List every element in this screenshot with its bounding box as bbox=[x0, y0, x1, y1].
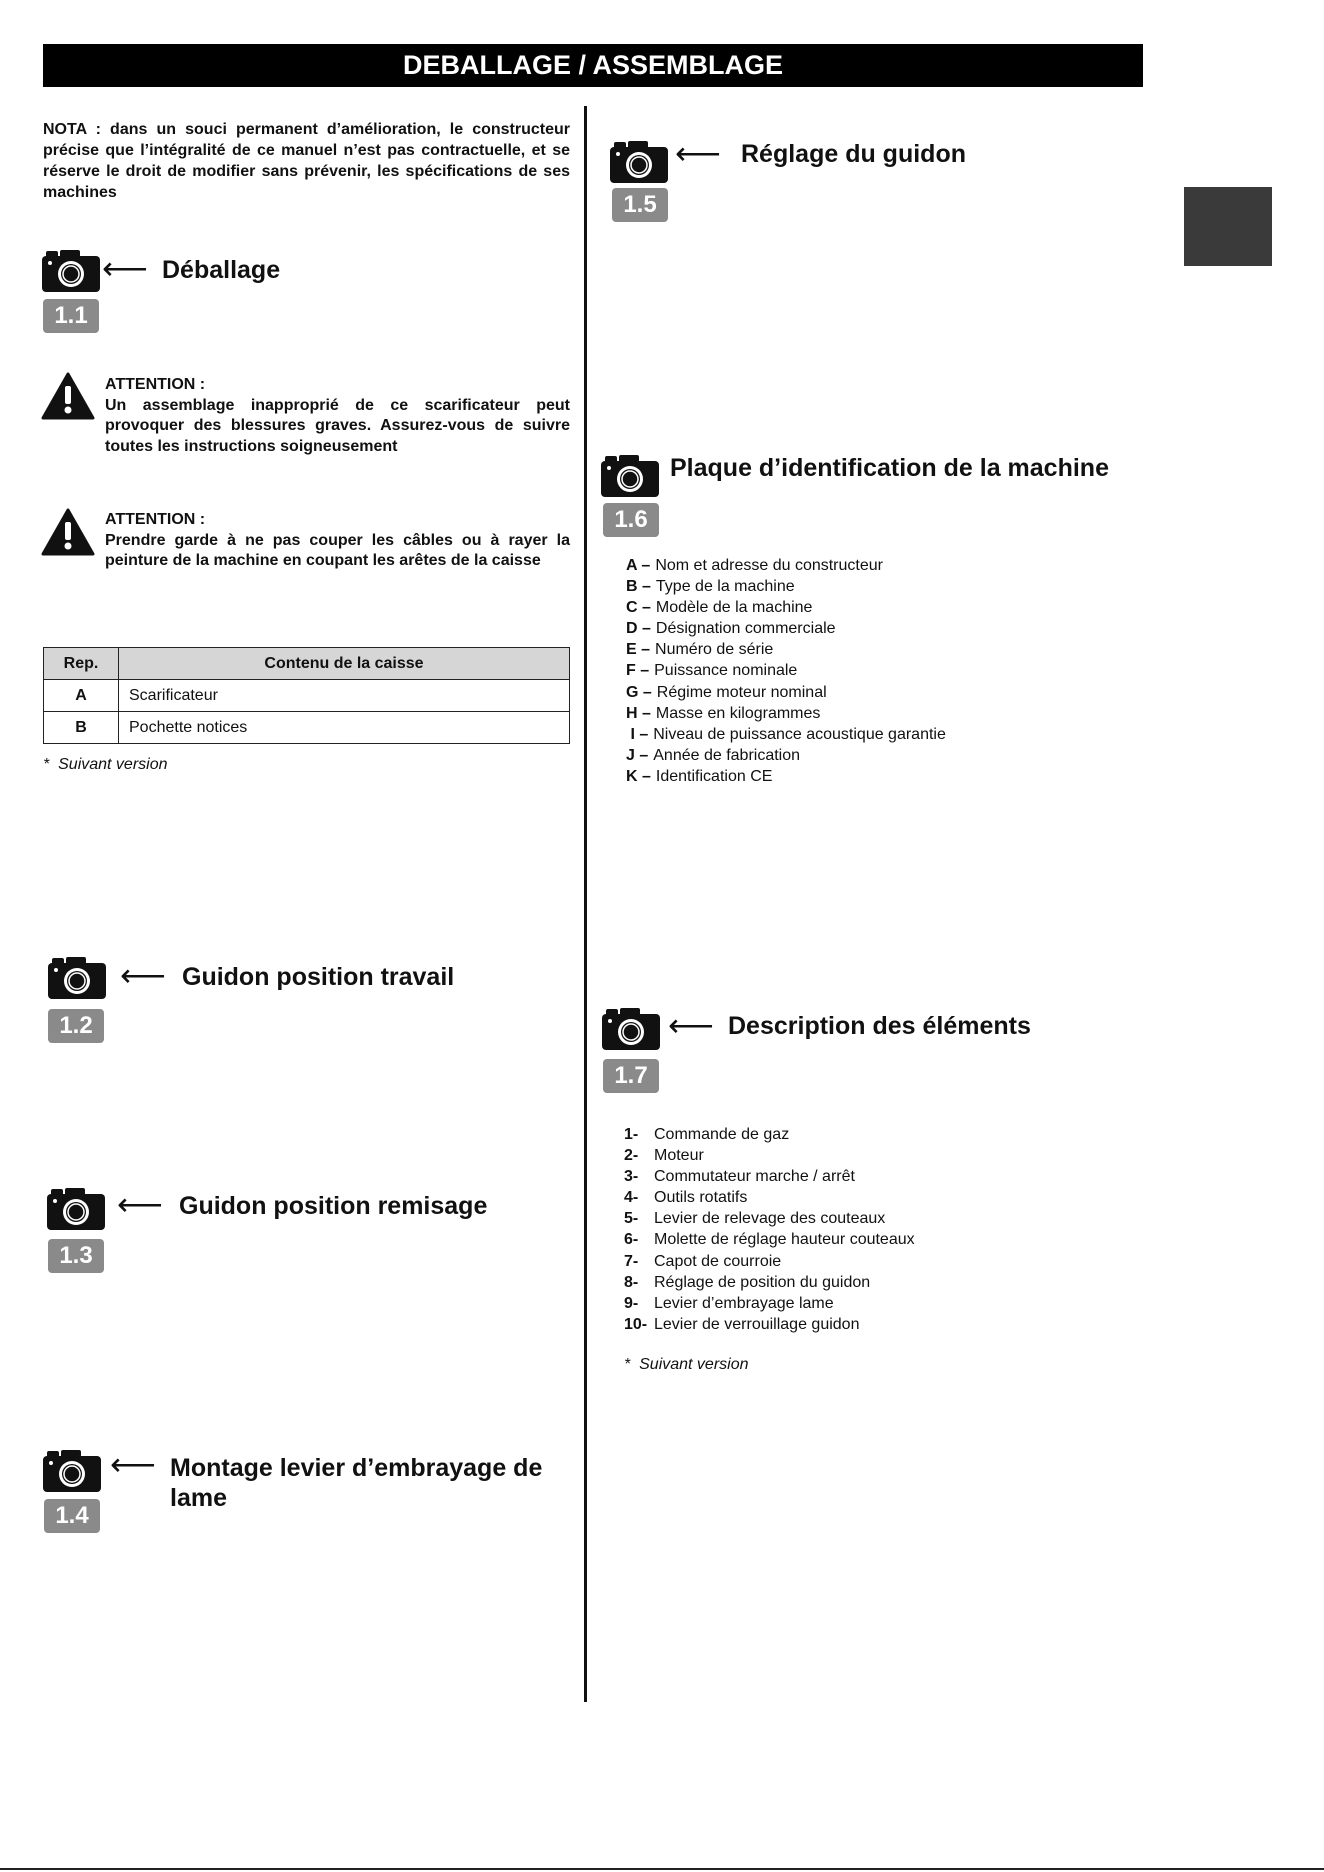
list-key: 1- bbox=[624, 1126, 639, 1143]
list-key: 2- bbox=[624, 1147, 639, 1165]
list-key: G – bbox=[626, 683, 652, 701]
list-key: 4- bbox=[624, 1189, 639, 1207]
section-title-description-elements: Description des éléments bbox=[728, 1012, 1031, 1040]
table-cell-label: Scarificateur bbox=[119, 680, 570, 712]
table-cell-label: Pochette notices bbox=[119, 712, 570, 744]
warning-block-2 bbox=[105, 510, 570, 572]
list-key: A – bbox=[626, 557, 651, 574]
footnote: * Suivant version bbox=[43, 756, 168, 773]
nota-paragraph: NOTA : dans un souci permanent d’amélioration, le constructeur précise que l’intégralité de ce manuel n’est pas contractuelle, et se réserve le droit de modifier sans prévenir, les spécifications de ses machines bbox=[43, 121, 570, 201]
warning-text: Prendre garde à ne pas couper les câbles ou à rayer la peinture de la machine en coupant les arêtes de la caisse bbox=[105, 531, 570, 569]
figure-badge-1-3: 1.3 bbox=[48, 1239, 104, 1273]
list-item bbox=[624, 1251, 915, 1272]
list-key: 7- bbox=[624, 1252, 639, 1270]
arrow-left-icon: ⟵ bbox=[668, 1007, 714, 1043]
list-item bbox=[624, 1229, 915, 1250]
list-value: Régime moteur nominal bbox=[656, 683, 827, 701]
column-divider bbox=[584, 106, 587, 1702]
list-value: Année de fabrication bbox=[653, 746, 801, 764]
list-key: 3- bbox=[624, 1168, 639, 1186]
arrow-left-icon: ⟵ bbox=[117, 1186, 163, 1222]
figure-badge-1-4: 1.4 bbox=[44, 1499, 100, 1533]
camera-icon bbox=[48, 957, 106, 999]
list-value: Identification CE bbox=[655, 767, 773, 785]
list-item bbox=[624, 1145, 915, 1166]
list-value: Réglage de position du guidon bbox=[654, 1273, 871, 1291]
figure-badge-1-1: 1.1 bbox=[43, 299, 99, 333]
section-title-guidon-travail: Guidon position travail bbox=[182, 963, 455, 991]
section-title-deballage: Déballage bbox=[162, 256, 281, 284]
list-item bbox=[624, 1124, 915, 1145]
list-value: Levier de verrouillage guidon bbox=[654, 1315, 860, 1333]
footnote: * Suivant version bbox=[624, 1356, 749, 1373]
list-value: Numéro de série bbox=[655, 641, 774, 659]
list-item bbox=[626, 555, 946, 576]
arrow-left-icon: ⟵ bbox=[102, 250, 148, 286]
list-key: F – bbox=[626, 662, 650, 680]
figure-badge-1-7: 1.7 bbox=[603, 1059, 659, 1093]
list-key: I – bbox=[626, 725, 649, 743]
camera-icon bbox=[42, 250, 100, 292]
list-item bbox=[626, 618, 946, 639]
list-item bbox=[624, 1293, 915, 1314]
section-title-reglage-guidon: Réglage du guidon bbox=[741, 140, 966, 168]
crate-contents-table bbox=[43, 647, 570, 744]
warning-text: Un assemblage inapproprié de ce scarificateur peut provoquer des blessures graves. Assurez-vous de suivre toutes les instructions soigneusement bbox=[105, 396, 570, 455]
list-value: Masse en kilogrammes bbox=[655, 704, 821, 722]
list-key: 6- bbox=[624, 1231, 639, 1249]
section-title-line: Montage levier d’embrayage de bbox=[170, 1454, 543, 1482]
list-key: J – bbox=[626, 746, 649, 764]
list-key: 5- bbox=[624, 1210, 639, 1228]
warning-heading: ATTENTION : bbox=[105, 511, 206, 528]
list-item bbox=[626, 682, 946, 703]
list-item bbox=[626, 639, 946, 660]
bottom-rule bbox=[0, 1868, 1324, 1870]
section-title-plaque-identification: Plaque d’identification de la machine bbox=[670, 454, 1109, 482]
list-item bbox=[626, 766, 946, 787]
list-value: Outils rotatifs bbox=[654, 1189, 748, 1207]
list-item bbox=[624, 1314, 915, 1335]
figure-badge-1-2: 1.2 bbox=[48, 1009, 104, 1043]
arrow-left-icon: ⟵ bbox=[675, 135, 721, 171]
column-header: Contenu de la caisse bbox=[119, 648, 570, 680]
arrow-left-icon: ⟵ bbox=[120, 957, 166, 993]
list-value: Levier de relevage des couteaux bbox=[654, 1210, 886, 1228]
list-value: Puissance nominale bbox=[654, 662, 798, 680]
list-key: D – bbox=[626, 620, 651, 638]
identification-plate-list bbox=[626, 555, 946, 787]
warning-heading: ATTENTION : bbox=[105, 376, 206, 393]
list-item bbox=[626, 660, 946, 681]
list-item bbox=[624, 1272, 915, 1293]
elements-list bbox=[624, 1124, 915, 1335]
table-header-row bbox=[44, 648, 570, 680]
camera-icon bbox=[47, 1188, 105, 1230]
table-row bbox=[44, 680, 570, 712]
list-value: Moteur bbox=[654, 1147, 704, 1165]
camera-icon bbox=[602, 1008, 660, 1050]
list-value: Désignation commerciale bbox=[655, 620, 836, 638]
page-title: DEBALLAGE / ASSEMBLAGE bbox=[43, 44, 1143, 87]
table-cell-rep: B bbox=[44, 712, 119, 744]
camera-icon bbox=[43, 1450, 101, 1492]
list-item bbox=[626, 597, 946, 618]
warning-icon bbox=[41, 372, 95, 420]
list-value: Nom et adresse du constructeur bbox=[655, 557, 883, 574]
list-item bbox=[626, 745, 946, 766]
list-item bbox=[626, 703, 946, 724]
chapter-tab bbox=[1184, 187, 1272, 266]
list-item bbox=[624, 1208, 915, 1229]
list-key: B – bbox=[626, 578, 651, 596]
figure-badge-1-6: 1.6 bbox=[603, 503, 659, 537]
list-value: Type de la machine bbox=[655, 578, 795, 596]
camera-icon bbox=[610, 141, 668, 183]
list-item bbox=[624, 1166, 915, 1187]
list-key: H – bbox=[626, 704, 651, 722]
section-title-montage-levier bbox=[170, 1453, 542, 1513]
list-item bbox=[626, 576, 946, 597]
list-key: E – bbox=[626, 641, 651, 659]
list-value: Levier d’embrayage lame bbox=[654, 1294, 834, 1312]
list-value: Niveau de puissance acoustique garantie bbox=[653, 725, 946, 743]
table-row bbox=[44, 712, 570, 744]
list-key: 9- bbox=[624, 1294, 639, 1312]
section-title-line: lame bbox=[170, 1484, 227, 1512]
list-key: C – bbox=[626, 599, 651, 617]
list-value: Capot de courroie bbox=[654, 1252, 782, 1270]
section-title-guidon-remisage: Guidon position remisage bbox=[179, 1192, 488, 1220]
camera-icon bbox=[601, 455, 659, 497]
column-header: Rep. bbox=[44, 648, 119, 680]
table-cell-rep: A bbox=[44, 680, 119, 712]
list-value: Modèle de la machine bbox=[655, 599, 813, 617]
list-item bbox=[626, 724, 946, 745]
arrow-left-icon: ⟵ bbox=[110, 1446, 156, 1482]
list-item bbox=[624, 1187, 915, 1208]
warning-icon bbox=[41, 508, 95, 556]
warning-block-1 bbox=[105, 375, 570, 457]
list-key: K – bbox=[626, 767, 651, 785]
list-key: 8- bbox=[624, 1273, 639, 1291]
list-value: Commutateur marche / arrêt bbox=[654, 1168, 855, 1186]
list-key: 10- bbox=[624, 1315, 648, 1333]
list-value: Commande de gaz bbox=[654, 1126, 790, 1143]
list-value: Molette de réglage hauteur couteaux bbox=[654, 1231, 915, 1249]
figure-badge-1-5: 1.5 bbox=[612, 188, 668, 222]
